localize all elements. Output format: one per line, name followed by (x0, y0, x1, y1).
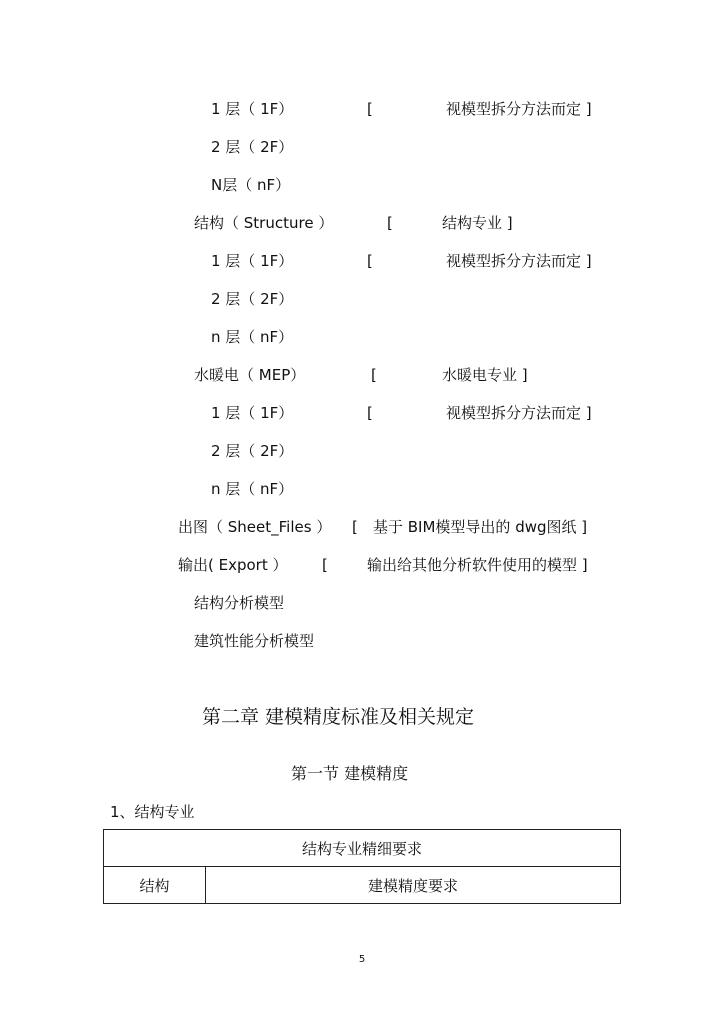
outline-line-2a: 2 层（ 2F） (211, 138, 294, 156)
outline-line-13b: [ (322, 556, 328, 574)
outline-line-1c: 视模型拆分方法而定 ] (446, 100, 592, 118)
outline-line-15a: 建筑性能分析模型 (194, 632, 315, 650)
outline-line-3a: N层（ nF） (211, 176, 291, 194)
outline-line-13c: 输出给其他分析软件使用的模型 ] (367, 556, 588, 574)
page-number: 5 (358, 954, 366, 965)
outline-line-1b: [ (367, 100, 373, 118)
outline-line-4a: 结构（ Structure ） (194, 214, 334, 232)
outline-line-5a: 1 层（ 1F） (211, 252, 294, 270)
outline-line-8a: 水暖电（ MEP） (194, 366, 306, 384)
table-row (104, 830, 621, 867)
table-caption: 结构专业精细要求 (104, 830, 621, 867)
outline-line-14a: 结构分析模型 (194, 594, 285, 612)
outline-line-9b: [ (367, 404, 373, 422)
outline-line-12a: 出图（ Sheet_Files ） (178, 518, 332, 536)
outline-line-8c: 水暖电专业 ] (442, 366, 528, 384)
outline-line-5b: [ (367, 252, 373, 270)
outline-line-12c: 基于 BIM模型导出的 dwg图纸 ] (373, 518, 588, 536)
chapter-title: 第二章 建模精度标准及相关规定 (202, 706, 475, 728)
outline-line-8b: [ (371, 366, 377, 384)
outline-line-12b: [ (352, 518, 358, 536)
table-header-precision: 建模精度要求 (206, 867, 621, 904)
outline-line-9a: 1 层（ 1F） (211, 404, 294, 422)
precision-table (103, 829, 621, 904)
outline-line-4b: [ (387, 214, 393, 232)
item-heading: 1、结构专业 (110, 803, 195, 821)
section-title: 第一节 建模精度 (291, 764, 409, 783)
outline-line-6a: 2 层（ 2F） (211, 290, 294, 308)
table-header-structure: 结构 (104, 867, 206, 904)
outline-line-5c: 视模型拆分方法而定 ] (446, 252, 592, 270)
outline-line-1a: 1 层（ 1F） (211, 100, 294, 118)
outline-line-4c: 结构专业 ] (442, 214, 513, 232)
outline-line-13a: 输出( Export ） (178, 556, 288, 574)
outline-line-11a: n 层（ nF） (211, 480, 294, 498)
outline-line-10a: 2 层（ 2F） (211, 442, 294, 460)
outline-line-7a: n 层（ nF） (211, 328, 294, 346)
outline-line-9c: 视模型拆分方法而定 ] (446, 404, 592, 422)
table-row (104, 867, 621, 904)
